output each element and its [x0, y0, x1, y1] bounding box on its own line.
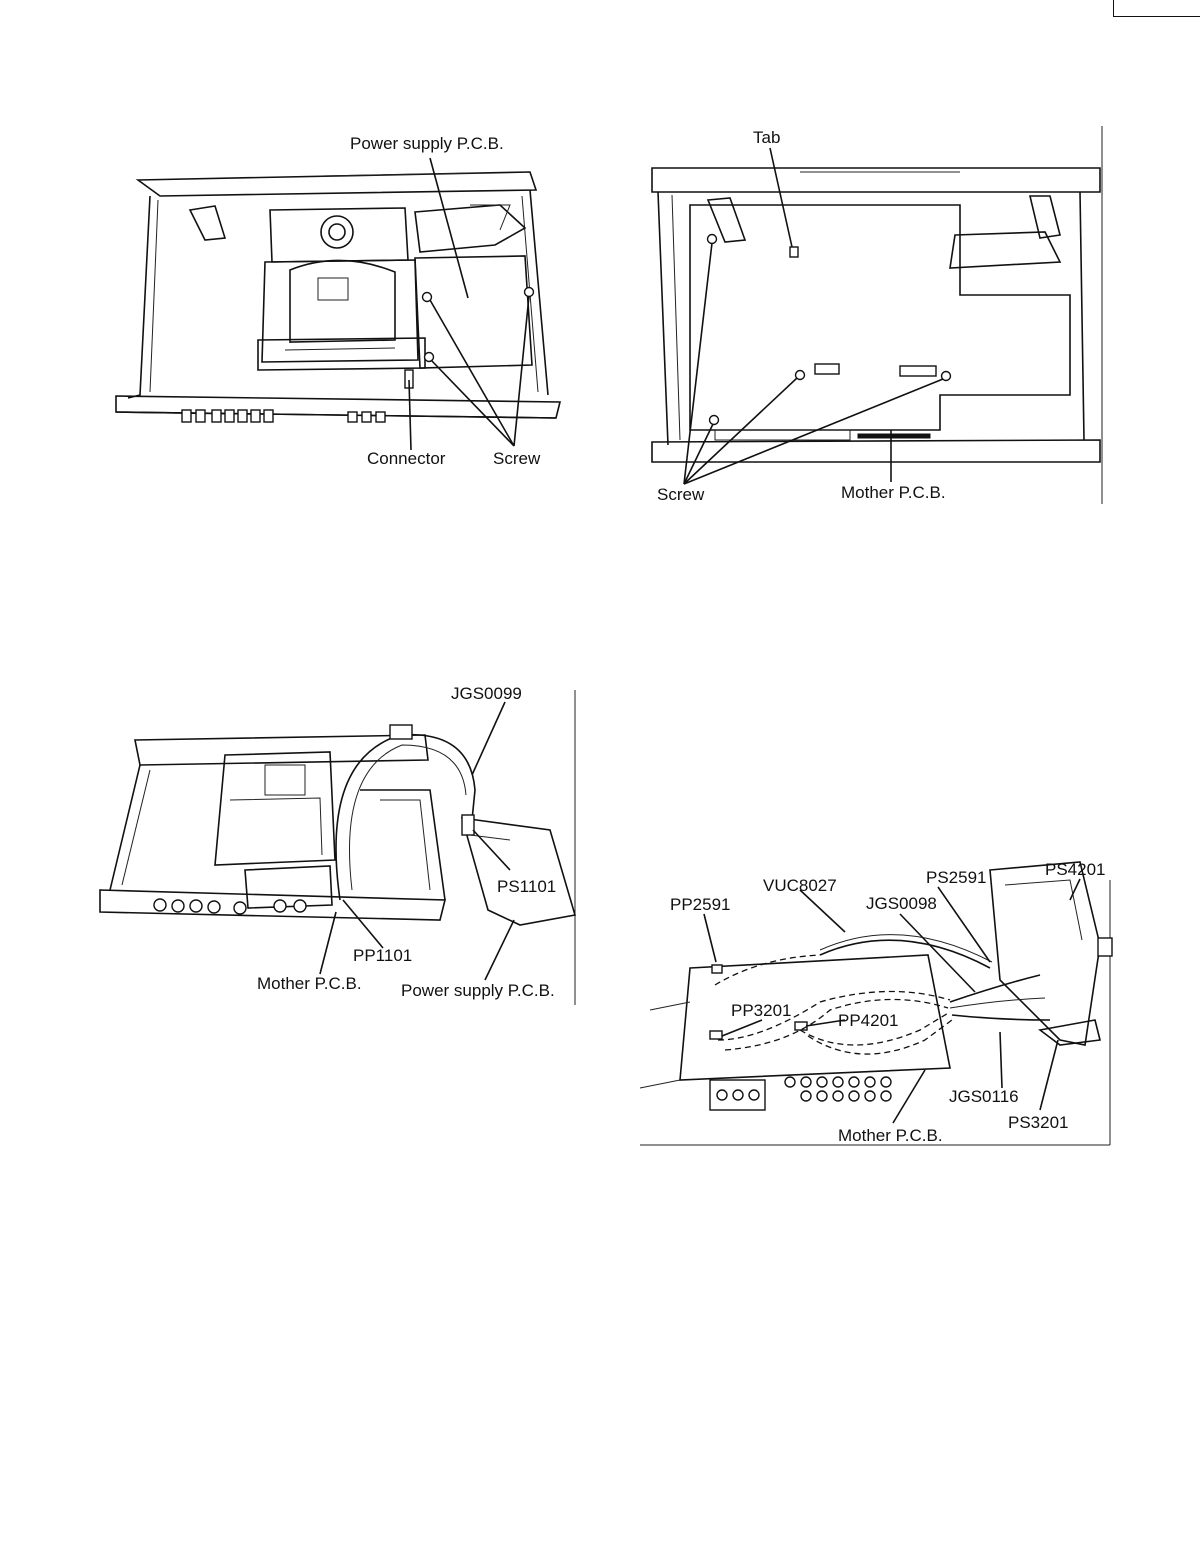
- label-pp1101: PP1101: [353, 946, 413, 965]
- label-power-supply-pcb: Power supply P.C.B.: [401, 981, 555, 1000]
- label-pp4201: PP4201: [838, 1011, 899, 1030]
- label-screw: Screw: [657, 485, 705, 504]
- label-mother-pcb: Mother P.C.B.: [841, 483, 946, 502]
- rear-jacks: [710, 1077, 891, 1110]
- label-mother-pcb: Mother P.C.B.: [257, 974, 362, 993]
- label-ps2591: PS2591: [926, 868, 987, 887]
- label-ps1101: PS1101: [497, 877, 557, 896]
- label-mother-pcb: Mother P.C.B.: [838, 1126, 943, 1145]
- label-jgs0116: JGS0116: [949, 1087, 1019, 1106]
- label-jgs0098: JGS0098: [866, 894, 937, 913]
- label-ps4201: PS4201: [1045, 860, 1106, 879]
- label-ps3201: PS3201: [1008, 1113, 1069, 1132]
- label-pp3201: PP3201: [731, 1001, 792, 1020]
- label-connector: Connector: [367, 449, 446, 468]
- label-tab: Tab: [753, 128, 781, 147]
- label-pp2591: PP2591: [670, 895, 731, 914]
- label-jgs0099: JGS0099: [451, 684, 522, 703]
- label-power-supply-pcb: Power supply P.C.B.: [350, 134, 504, 153]
- label-screw: Screw: [493, 449, 541, 468]
- label-vuc8027: VUC8027: [763, 876, 837, 895]
